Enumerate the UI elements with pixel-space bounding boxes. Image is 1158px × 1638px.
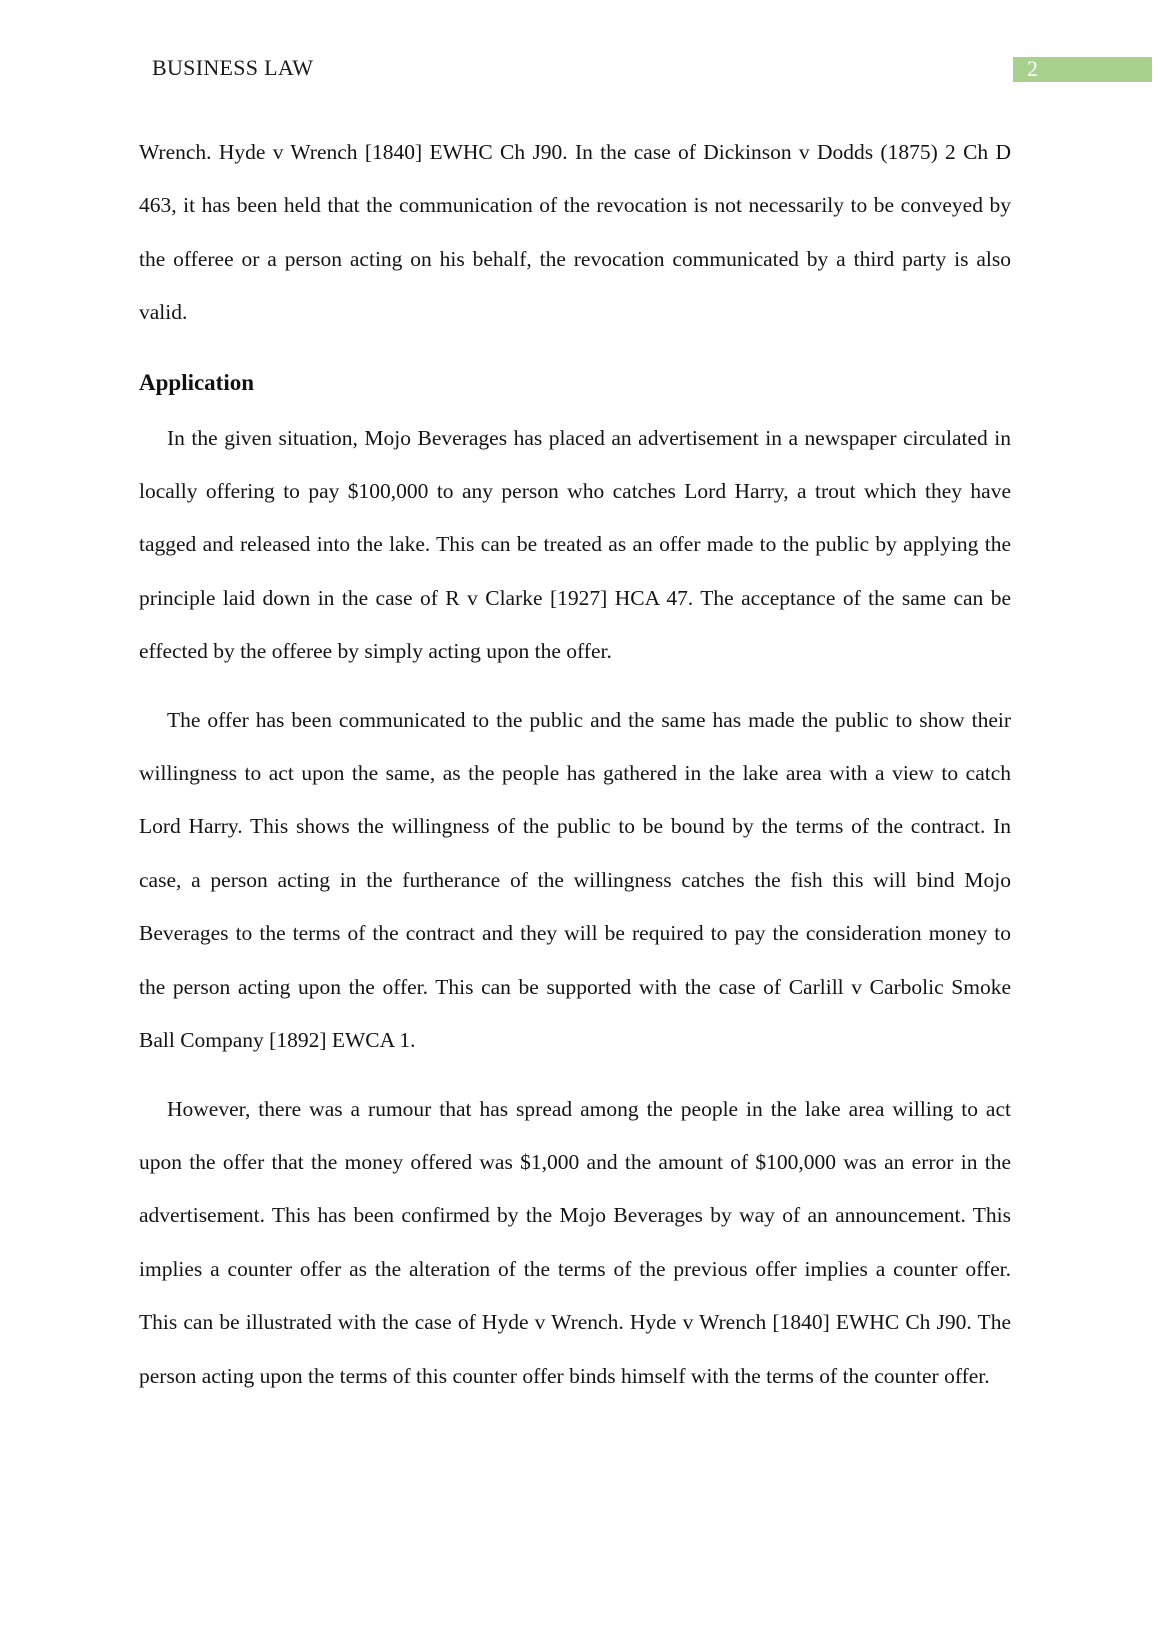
page-number: 2 — [1027, 56, 1038, 81]
section-heading-application: Application — [139, 369, 255, 395]
document-body — [139, 126, 1011, 1403]
paragraph-counter-offer: However, there was a rumour that has spread among the people in the lake area willing to act upon the offer that the money offered was $1,000 and the amount of $100,000 was an error in the advertisement. This has been confirmed by the Mojo Beverages by way of an announcement. This implies a counter offer as the alteration of the terms of the previous offer implies a counter offer. This can be illustrated with the case of Hyde v Wrench. Hyde v Wrench [1840] EWHC Ch J90. The person acting upon the terms of this counter offer binds himself with the terms of the counter offer. — [139, 1096, 1011, 1388]
running-header-title: BUSINESS LAW — [152, 55, 314, 80]
paragraph-offer-to-public: In the given situation, Mojo Beverages has placed an advertisement in a newspaper circulated in locally offering to pay $100,000 to any person who catches Lord Harry, a trout which they have tagged and released into the lake. This can be treated as an offer made to the public by applying the principle laid down in the case of R v Clarke [1927] HCA 47. The acceptance of the same can be effected by the offeree by simply acting upon the offer. — [139, 425, 1011, 664]
intro-paragraph: Wrench. Hyde v Wrench [1840] EWHC Ch J90. In the case of Dickinson v Dodds (1875) 2 Ch D 463, it has been held that the communication of the revocation is not necessarily to be conveyed by the offeree or a person acting on his behalf, the revocation communicated by a third party is also valid. — [139, 140, 1011, 325]
paragraph-acceptance-by-conduct: The offer has been communicated to the public and the same has made the public to show their willingness to act upon the same, as the people has gathered in the lake area with a view to catch Lord Harry. This shows the willingness of the public to be bound by the terms of the contract. In case, a person acting in the furtherance of the willingness catches the fish this will bind Mojo Beverages to the terms of the contract and they will be required to pay the consideration money to the person acting upon the offer. This can be supported with the case of Carlill v Carbolic Smoke Ball Company [1892] EWCA 1. — [139, 707, 1011, 1053]
page-number-badge — [1013, 57, 1152, 82]
page-header — [0, 0, 1158, 100]
